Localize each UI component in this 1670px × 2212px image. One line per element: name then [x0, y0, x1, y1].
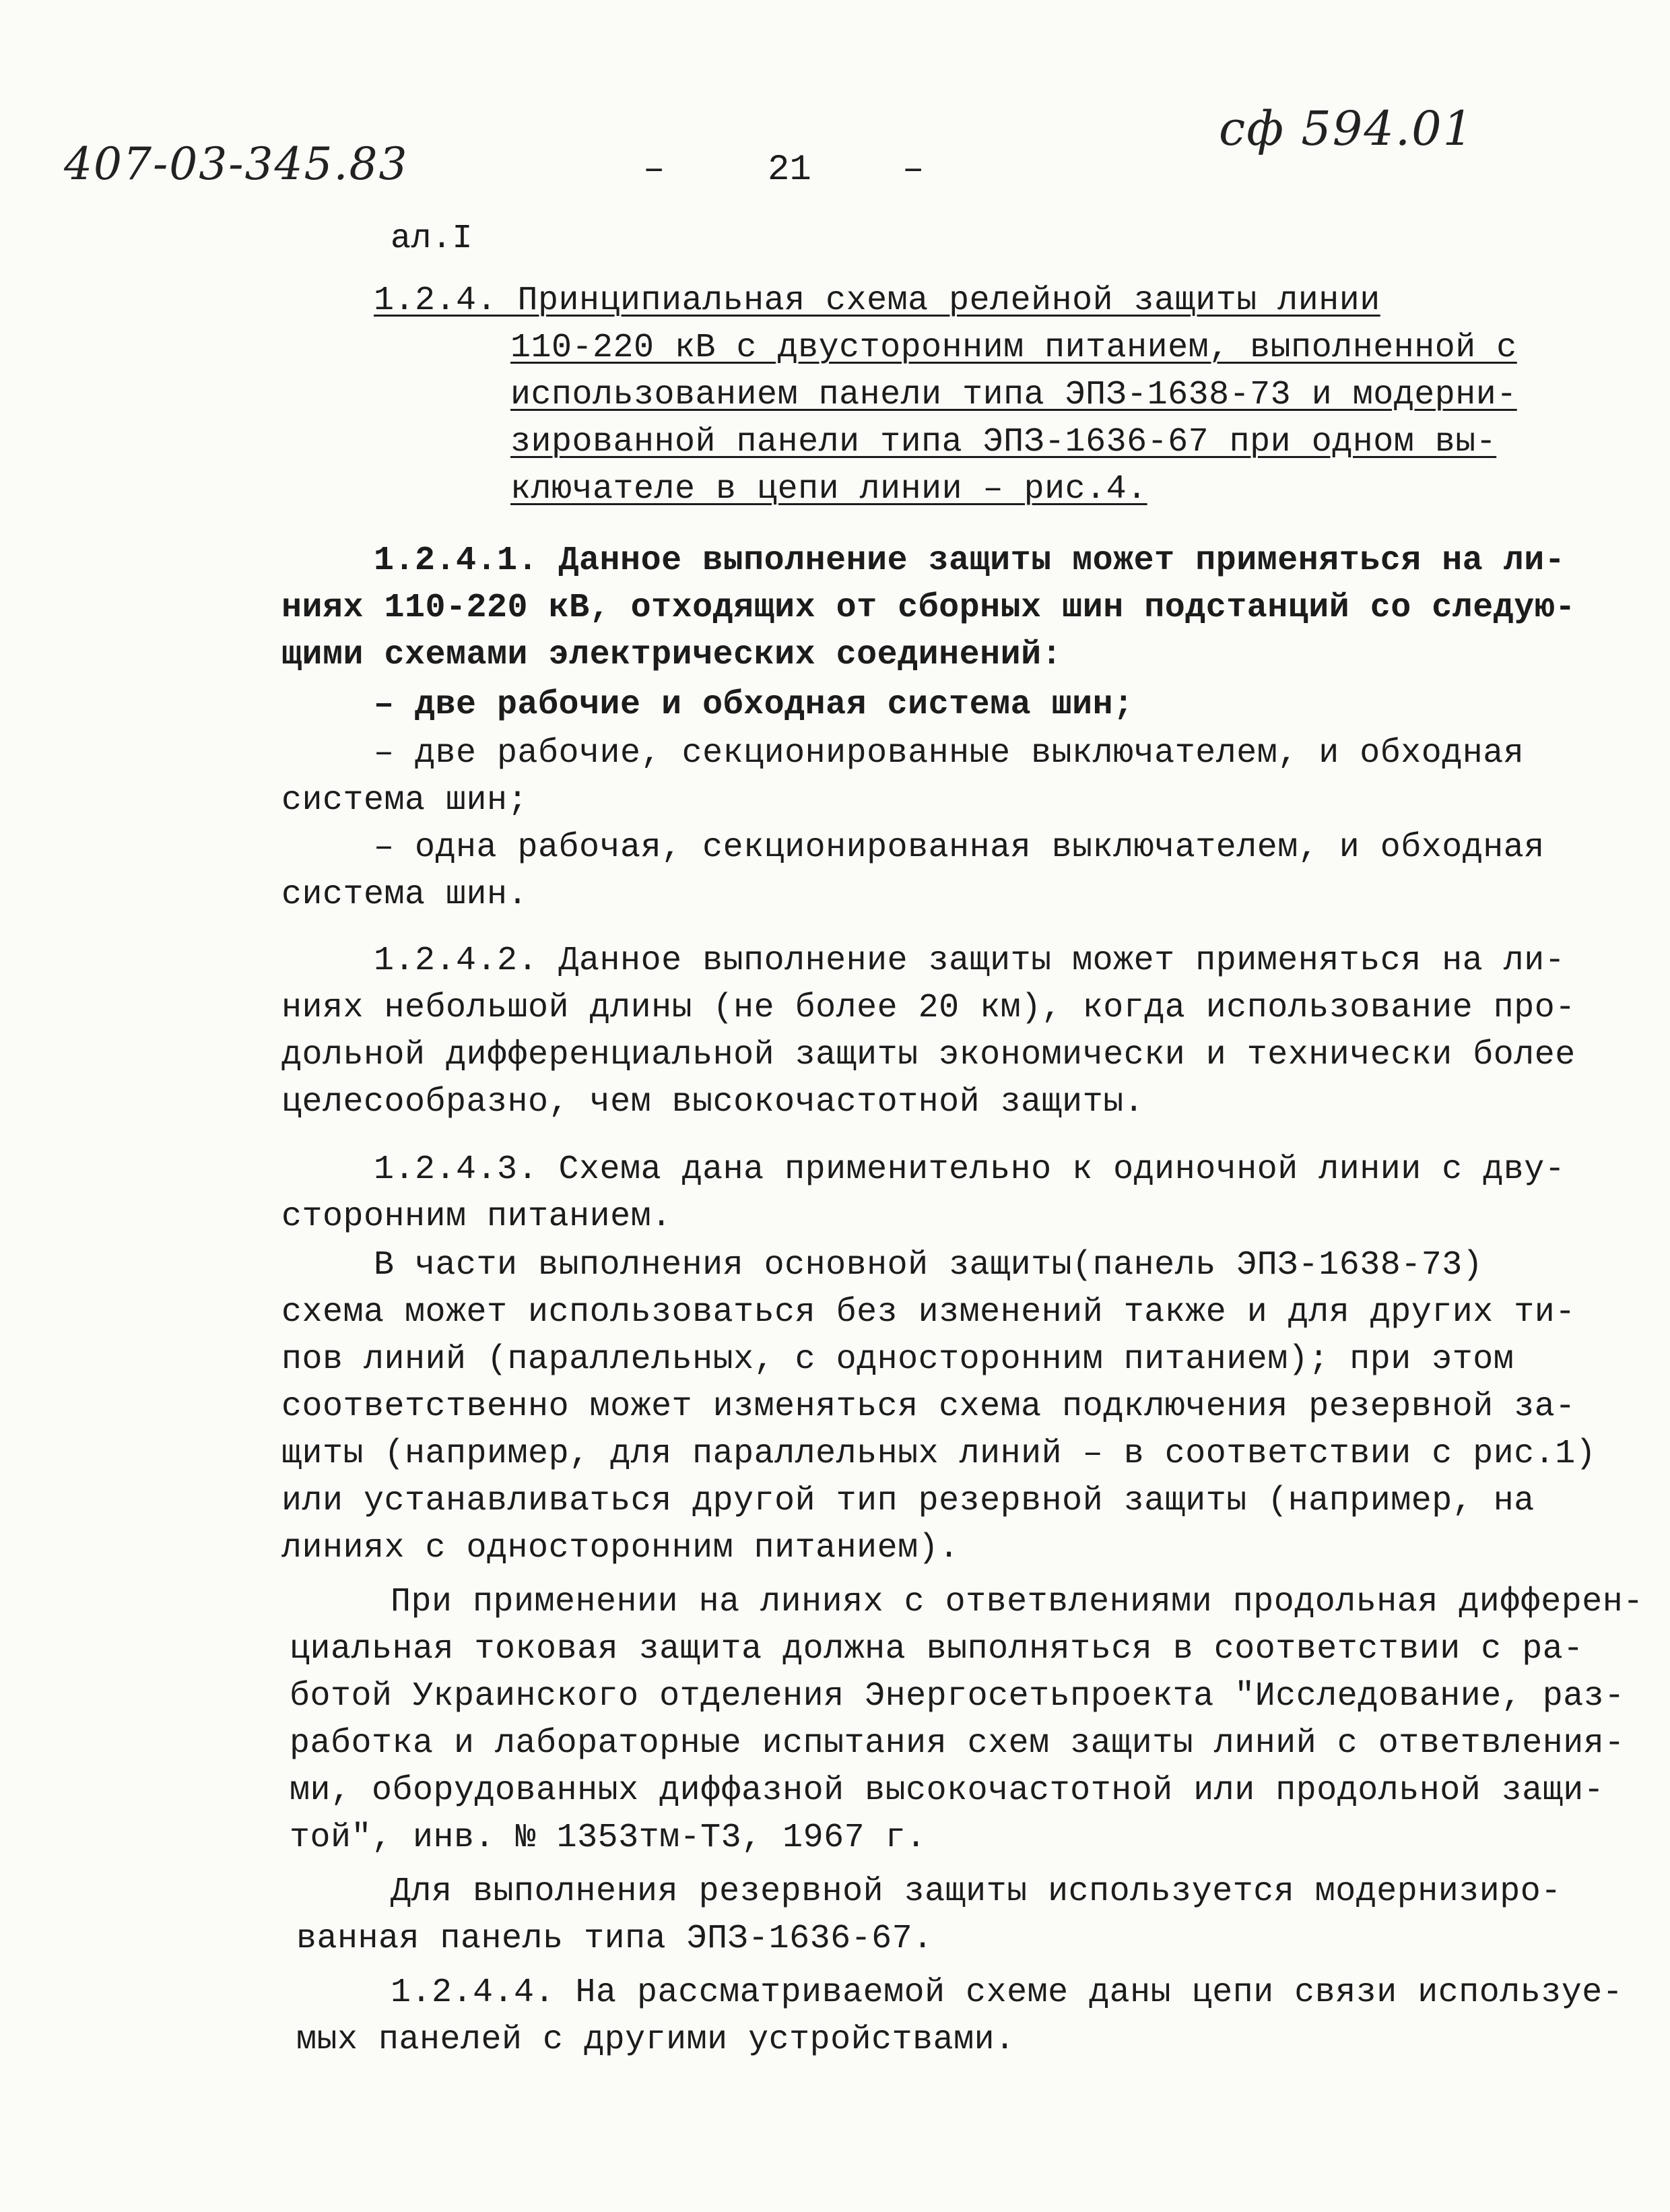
paragraph-line: 1.2.4.4. На рассматриваемой схеме даны цепи связи используе- [391, 1974, 1624, 2012]
page-number: 21 [768, 150, 811, 191]
paragraph-line: циальная токовая защита должна выполняться в соответствии с ра- [290, 1630, 1584, 1668]
paragraph-line: 1.2.4.3. Схема дана применительно к одиночной линии с дву- [374, 1150, 1566, 1189]
list-item: – одна рабочая, секционированная выключателем, и обходная [374, 828, 1545, 867]
paragraph-line: пов линий (параллельных, с односторонним питанием); при этом [281, 1340, 1514, 1379]
paragraph-line: или устанавливаться другой тип резервной защиты (например, на [281, 1482, 1535, 1520]
paragraph-line: дольной дифференциальной защиты экономически и технически более [281, 1036, 1576, 1074]
paragraph-line: 1.2.4.2. Данное выполнение защиты может применяться на ли- [374, 942, 1566, 980]
paragraph-line: ботой Украинского отделения Энергосетьпроекта "Исследование, раз- [290, 1677, 1625, 1716]
paragraph-line: Для выполнения резервной защиты используется модернизиро- [391, 1873, 1562, 1911]
paragraph-line: ми, оборудованных диффазной высокочастотной или продольной защи- [290, 1771, 1605, 1810]
list-item-continued: система шин. [281, 876, 529, 914]
page-dash-right: – [902, 150, 925, 191]
archive-number-handwritten: сф 594.01 [1219, 101, 1475, 156]
section-title-line: 1.2.4. Принципиальная схема релейной защиты линии [374, 282, 1380, 320]
paragraph-line: 1.2.4.1. Данное выполнение защиты может применяться на ли- [374, 542, 1566, 580]
paragraph-line: ниях небольшой длины (не более 20 км), когда использование про- [281, 989, 1576, 1027]
paragraph-line: сторонним питанием. [281, 1198, 672, 1236]
paragraph-line: В части выполнения основной защиты(панель ЭПЗ-1638-73) [374, 1246, 1483, 1284]
list-item: – две рабочие и обходная система шин; [374, 686, 1134, 724]
sheet-label: ал.I [391, 220, 473, 258]
section-title-line: ключателе в цепи линии – рис.4. [510, 470, 1147, 509]
paragraph-line: целесообразно, чем высокочастотной защиты. [281, 1083, 1145, 1121]
section-title-line: использованием панели типа ЭПЗ-1638-73 и модерни- [510, 376, 1517, 414]
paragraph-line: линиях с односторонним питанием). [281, 1529, 960, 1567]
section-title-line: 110-220 кВ с двусторонним питанием, выполненной с [510, 329, 1517, 367]
paragraph-line: мых панелей с другими устройствами. [296, 2021, 1015, 2059]
page-dash-left: – [643, 150, 665, 191]
paragraph-line: ванная панель типа ЭПЗ-1636-67. [296, 1920, 933, 1958]
paragraph-line: соответственно может изменяться схема подключения резервной за- [281, 1388, 1576, 1426]
list-item: – две рабочие, секционированные выключателем, и обходная [374, 734, 1525, 773]
paragraph-line: щиты (например, для параллельных линий – в соответствии с рис.1) [281, 1435, 1597, 1473]
section-title-line: зированной панели типа ЭПЗ-1636-67 при одном вы- [510, 423, 1497, 461]
list-item-continued: система шин; [281, 781, 529, 820]
paragraph-line: схема может использоваться без изменений также и для других ти- [281, 1293, 1576, 1332]
paragraph-line: При применении на линиях с ответвлениями продольная дифферен- [391, 1583, 1644, 1621]
document-code-handwritten: 407-03-345.83 [64, 138, 409, 190]
paragraph-line: работка и лабораторные испытания схем защиты линий с ответвления- [290, 1724, 1625, 1763]
paragraph-line: щими схемами электрических соединений: [281, 636, 1063, 674]
paragraph-line: ниях 110-220 кВ, отходящих от сборных шин подстанций со следую- [281, 589, 1576, 627]
paragraph-line: той", инв. № 1353тм-Т3, 1967 г. [290, 1819, 927, 1857]
